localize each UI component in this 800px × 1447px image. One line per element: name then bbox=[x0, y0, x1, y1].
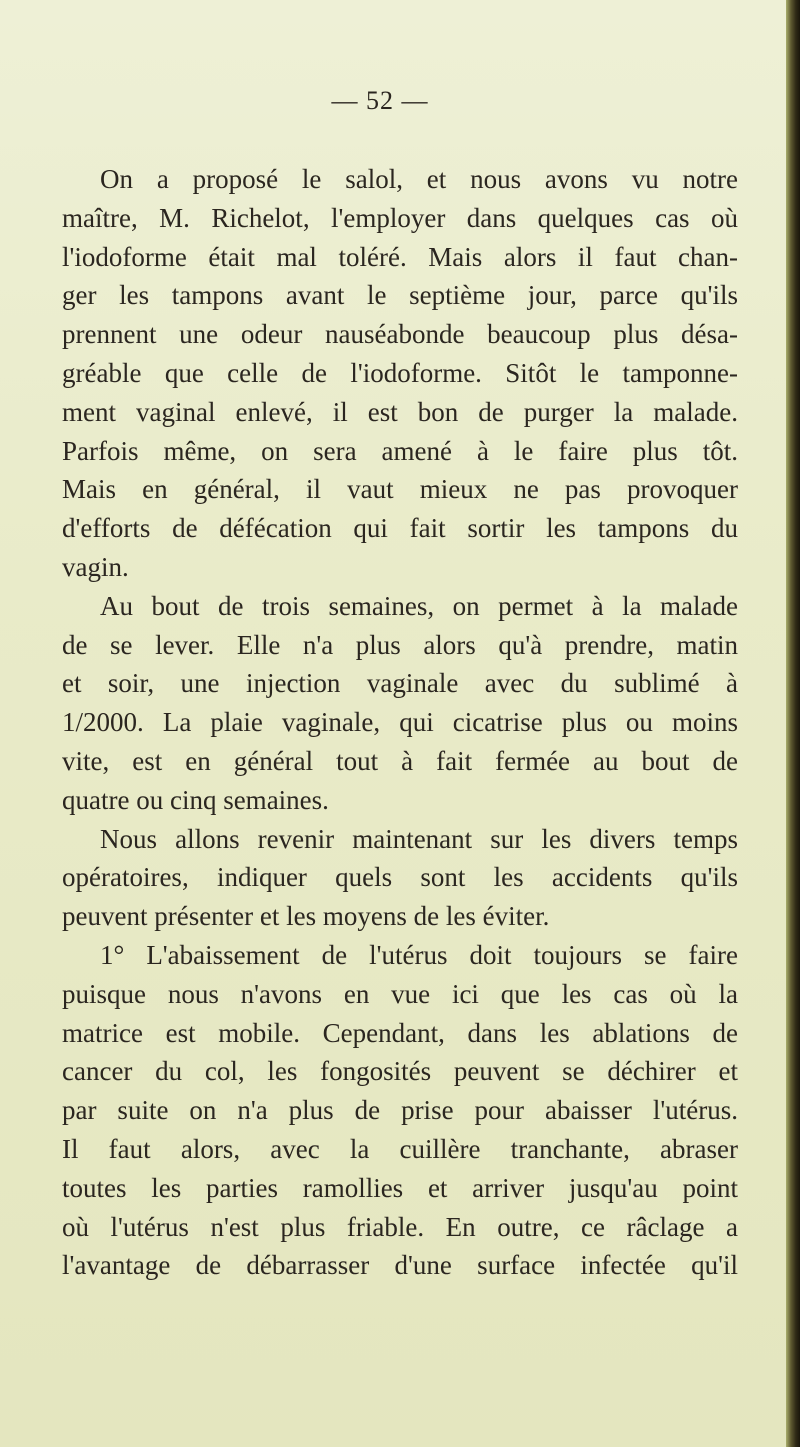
text-line: Mais en général, il vaut mieux ne pas provoquer bbox=[62, 474, 738, 505]
text-line: l'iodoforme était mal toléré. Mais alors il faut chan- bbox=[62, 241, 738, 272]
paragraph bbox=[62, 936, 738, 1285]
text-line: prennent une odeur nauséabonde beaucoup plus désa- bbox=[62, 319, 738, 350]
text-line: Il faut alors, avec la cuillère tranchante, abraser bbox=[62, 1133, 738, 1164]
text-line: 1° L'abaissement de l'utérus doit toujours se faire bbox=[100, 939, 738, 970]
text-line: puisque nous n'avons en vue ici que les cas où la bbox=[62, 978, 738, 1009]
text-line: matrice est mobile. Cependant, dans les ablations de bbox=[62, 1017, 738, 1048]
text-line: où l'utérus n'est plus friable. En outre, ce râclage a bbox=[62, 1211, 738, 1242]
text-line: Au bout de trois semaines, on permet à la malade bbox=[100, 590, 738, 621]
text-line: cancer du col, les fongosités peuvent se déchirer et bbox=[62, 1056, 738, 1087]
body-text bbox=[62, 160, 738, 1285]
page-number: — 52 — bbox=[331, 86, 429, 115]
text-line: quatre ou cinq semaines. bbox=[62, 784, 329, 815]
text-line: ger les tampons avant le septième jour, parce qu'ils bbox=[62, 280, 738, 311]
text-line: opératoires, indiquer quels sont les accidents qu'ils bbox=[62, 862, 738, 893]
text-line: gréable que celle de l'iodoforme. Sitôt le tamponne- bbox=[62, 357, 738, 388]
text-line: vagin. bbox=[62, 551, 129, 582]
paragraph bbox=[62, 160, 738, 587]
text-line: et soir, une injection vaginale avec du sublimé à bbox=[62, 668, 738, 699]
text-line: d'efforts de défécation qui fait sortir les tampons du bbox=[62, 513, 738, 544]
text-line: Parfois même, on sera amené à le faire plus tôt. bbox=[62, 435, 738, 466]
text-line: peuvent présenter et les moyens de les éviter. bbox=[62, 901, 550, 932]
text-line: maître, M. Richelot, l'employer dans quelques cas où bbox=[62, 202, 738, 233]
text-line: Nous allons revenir maintenant sur les divers temps bbox=[100, 823, 738, 854]
text-line: vite, est en général tout à fait fermée au bout de bbox=[62, 745, 738, 776]
paragraph bbox=[62, 587, 738, 820]
text-line: de se lever. Elle n'a plus alors qu'à prendre, matin bbox=[62, 629, 738, 660]
text-line: toutes les parties ramollies et arriver jusqu'au point bbox=[62, 1172, 738, 1203]
text-line: 1/2000. La plaie vaginale, qui cicatrise plus ou moins bbox=[62, 707, 738, 738]
text-line: l'avantage de débarrasser d'une surface infectée qu'il bbox=[62, 1250, 738, 1281]
text-line: ment vaginal enlevé, il est bon de purger la malade. bbox=[62, 396, 738, 427]
page-edge-shadow bbox=[786, 0, 800, 1447]
paragraph bbox=[62, 820, 738, 936]
text-line: par suite on n'a plus de prise pour abaisser l'utérus. bbox=[62, 1095, 738, 1126]
text-line: On a proposé le salol, et nous avons vu notre bbox=[100, 164, 738, 194]
